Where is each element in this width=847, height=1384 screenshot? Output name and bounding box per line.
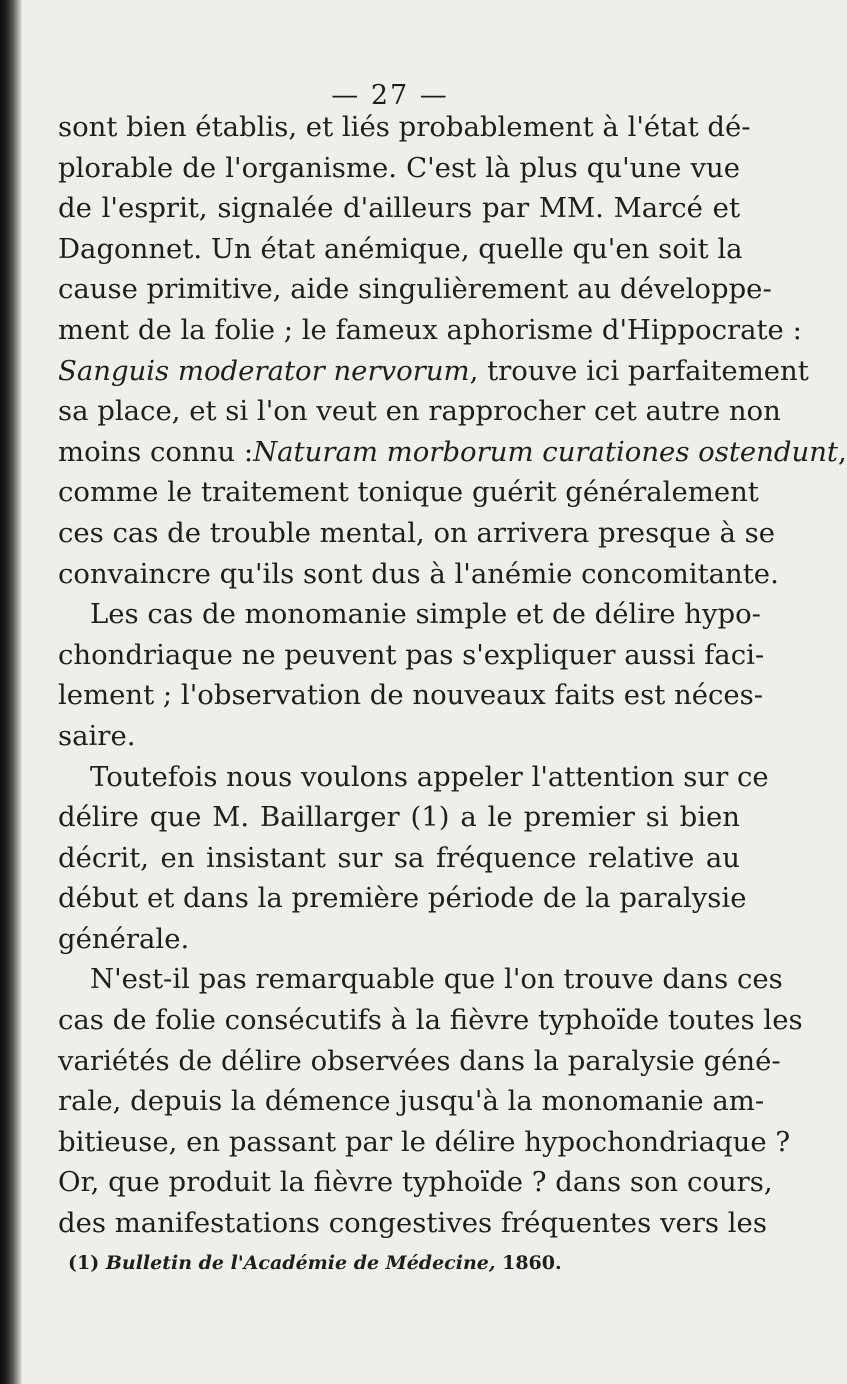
footnote-source: Bulletin de l'Académie de Médecine, — [105, 1252, 496, 1274]
paragraph-start-line: N'est-il pas remarquable que l'on trouve dans ces — [90, 963, 783, 996]
footnote — [68, 1252, 562, 1274]
text-line: début et dans la première période de la paralysie — [58, 882, 747, 915]
text-line: de l'esprit, signalée d'ailleurs par MM. Marcé et — [58, 192, 740, 225]
text-line — [58, 351, 809, 392]
text-line: des manifestations congestives fréquentes vers les — [58, 1207, 767, 1240]
text-fragment: , trouve ici parfaitement — [469, 354, 809, 387]
text-line: variétés de délire observées dans la paralysie géné- — [58, 1044, 781, 1077]
text-line: rale, depuis la démence jusqu'à la monomanie am- — [58, 1085, 765, 1118]
text-line: délire que M. Baillarger (1) a le premier si bien — [58, 801, 740, 834]
body-text — [58, 107, 847, 1244]
text-line: décrit, en insistant sur sa fréquence relative au — [58, 841, 740, 874]
text-fragment: moins connu : — [58, 435, 254, 468]
text-fragment: , — [837, 435, 847, 468]
paragraph-start-line: Toutefois nous voulons appeler l'attention sur ce — [90, 760, 769, 793]
text-line: plorable de l'organisme. C'est là plus qu'une vue — [58, 151, 740, 184]
paragraph-start-line: Les cas de monomanie simple et de délire hypo- — [90, 598, 761, 631]
text-line: bitieuse, en passant par le délire hypochondriaque ? — [58, 1125, 791, 1158]
text-line: Dagonnet. Un état anémique, quelle qu'en soit la — [58, 232, 743, 265]
book-spine-shadow — [0, 0, 22, 1384]
text-line: ces cas de trouble mental, on arrivera presque à se — [58, 516, 776, 549]
text-line: convaincre qu'ils sont dus à l'anémie concomitante. — [58, 557, 779, 590]
text-line: sont bien établis, et liés probablement à l'état dé- — [58, 111, 751, 143]
text-line: sa place, et si l'on veut en rapprocher cet autre non — [58, 395, 781, 428]
footnote-year: 1860. — [502, 1252, 562, 1274]
text-line: cause primitive, aide singulièrement au développe- — [58, 273, 772, 306]
latin-aphorism: Naturam morborum curationes ostendunt — [253, 435, 838, 468]
text-line — [58, 432, 847, 473]
text-line: générale. — [58, 922, 190, 955]
text-line: cas de folie consécutifs à la fièvre typhoïde toutes les — [58, 1004, 803, 1037]
text-line: saire. — [58, 719, 136, 752]
text-line: comme le traitement tonique guérit généralement — [58, 476, 759, 509]
footnote-marker: (1) — [68, 1252, 100, 1274]
page-number: — 27 — — [331, 80, 449, 111]
text-line: Or, que produit la fièvre typhoïde ? dans son cours, — [58, 1166, 773, 1199]
text-line: ment de la folie ; le fameux aphorisme d'Hippocrate : — [58, 313, 802, 346]
text-line: lement ; l'observation de nouveaux faits est néces- — [58, 679, 764, 712]
text-line: chondriaque ne peuvent pas s'expliquer aussi faci- — [58, 638, 765, 671]
latin-aphorism: Sanguis moderator nervorum — [58, 354, 470, 387]
